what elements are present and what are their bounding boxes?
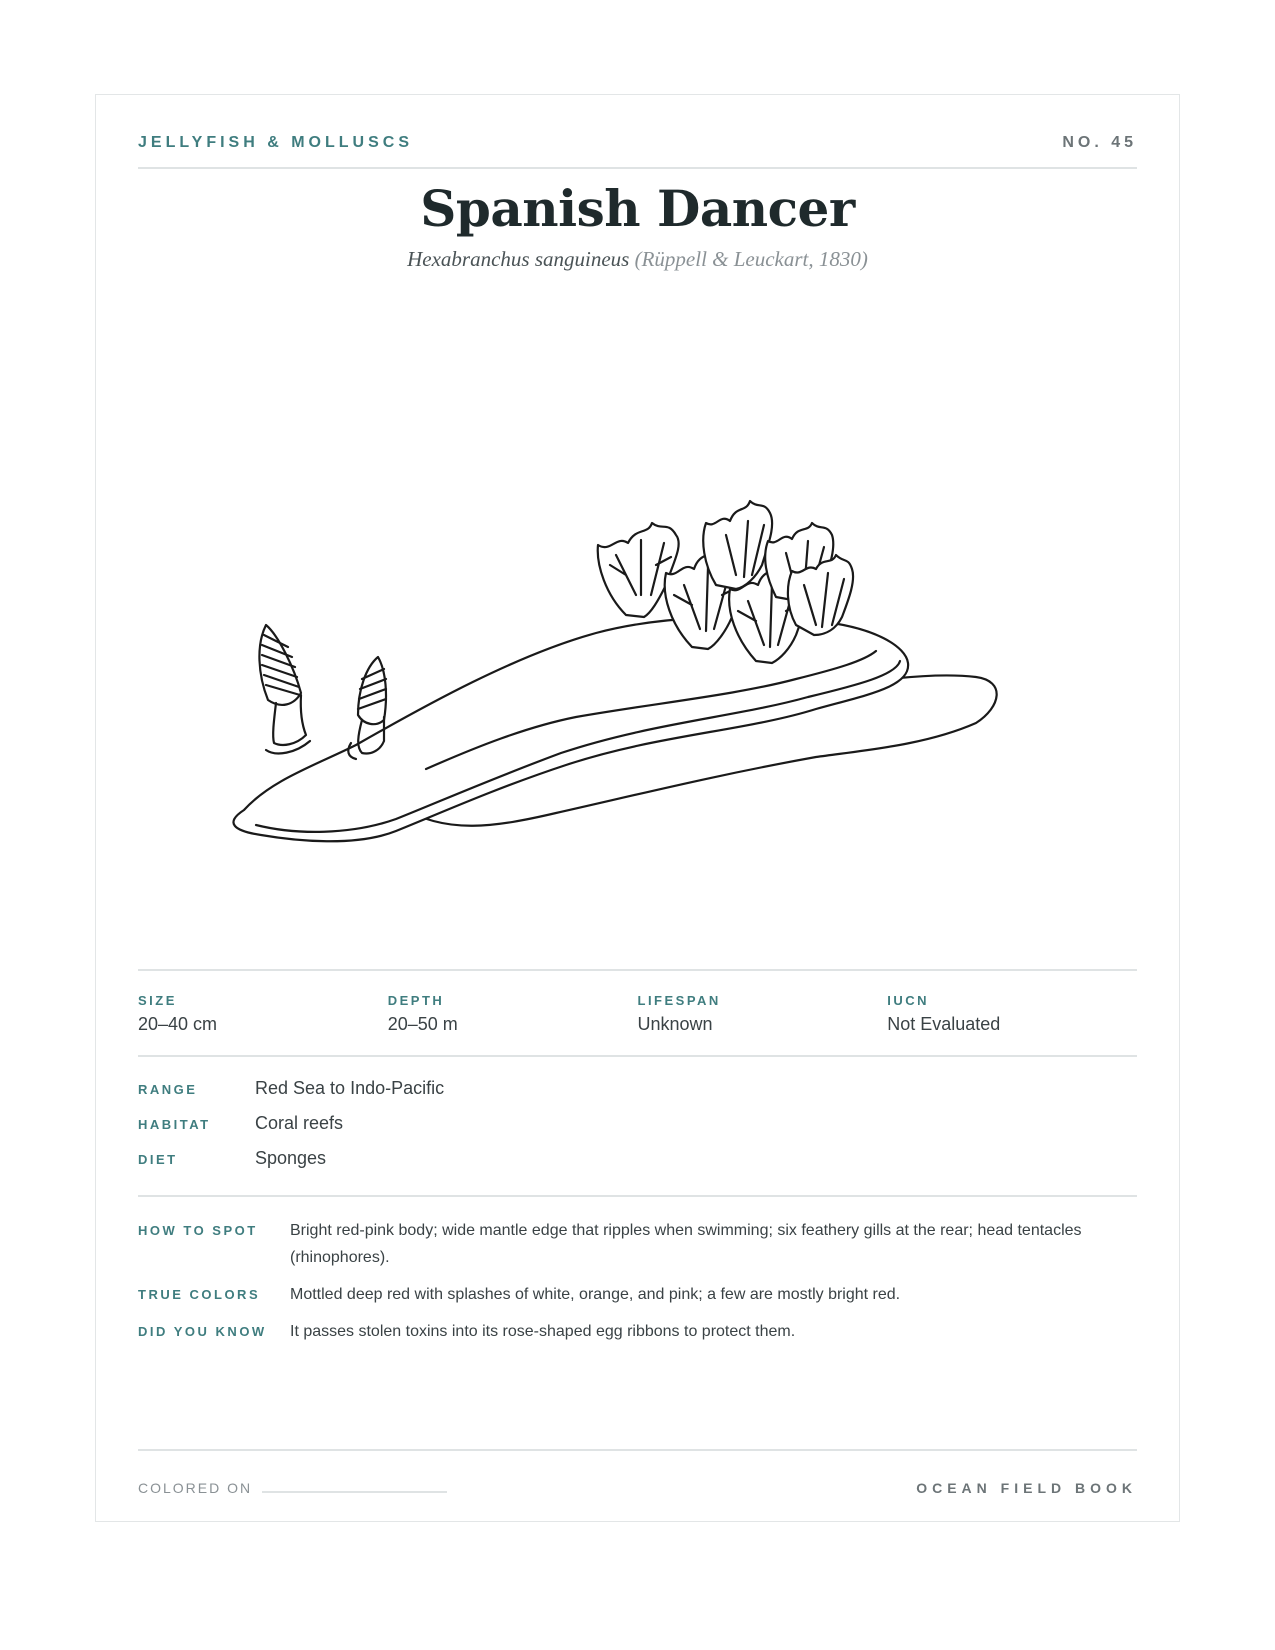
stat-size	[138, 993, 388, 1043]
fact-label: RANGE	[138, 1082, 198, 1097]
naming-authority: (Rüppell & Leuckart, 1830)	[634, 247, 868, 271]
stat-iucn	[887, 993, 1137, 1043]
note-did-you-know	[138, 1318, 1137, 1345]
colored-on-label: COLORED ON	[138, 1480, 253, 1496]
rhinophore-left	[259, 625, 310, 753]
note-true-colors	[138, 1281, 1137, 1308]
colored-on-field	[138, 1480, 447, 1496]
stats-row	[138, 993, 1137, 1043]
stat-label: DEPTH	[387, 993, 445, 1008]
fact-range	[138, 1078, 1137, 1113]
stat-label: SIZE	[138, 993, 177, 1008]
stat-label: IUCN	[887, 993, 930, 1008]
fact-label: HABITAT	[138, 1117, 211, 1132]
category-label: JELLYFISH & MOLLUSCS	[138, 134, 413, 151]
notes-list	[138, 1217, 1137, 1355]
facts-divider	[138, 1195, 1137, 1197]
stat-value: Not Evaluated	[887, 1014, 1001, 1034]
fact-habitat	[138, 1113, 1137, 1148]
fact-value: Red Sea to Indo-Pacific	[255, 1078, 445, 1098]
stat-value: Unknown	[637, 1014, 713, 1034]
stat-value: 20–50 m	[387, 1014, 458, 1034]
note-value: It passes stolen toxins into its rose-shaped egg ribbons to protect them.	[290, 1323, 796, 1340]
book-name: OCEAN FIELD BOOK	[916, 1480, 1137, 1496]
colored-on-line	[262, 1491, 447, 1493]
page-title: Spanish Dancer	[420, 179, 855, 238]
header-divider	[138, 167, 1137, 169]
note-value: Mottled deep red with splashes of white, orange, and pink; a few are mostly bright red.	[290, 1286, 901, 1303]
entry-number: NO. 45	[1062, 134, 1137, 151]
note-label: DID YOU KNOW	[138, 1324, 267, 1339]
card-footer	[138, 1475, 1137, 1501]
card-header	[138, 133, 1137, 153]
fact-label: DIET	[138, 1152, 178, 1167]
fact-diet	[138, 1148, 1137, 1183]
footer-divider	[138, 1449, 1137, 1451]
fact-value: Sponges	[255, 1148, 327, 1168]
fact-value: Coral reefs	[255, 1113, 344, 1133]
stat-depth	[388, 993, 638, 1043]
stat-label: LIFESPAN	[637, 993, 721, 1008]
stat-lifespan	[638, 993, 888, 1043]
facts-list	[138, 1078, 1137, 1183]
illustration-divider	[138, 969, 1137, 971]
note-how-to-spot	[138, 1217, 1137, 1271]
scientific-name-line	[96, 247, 1179, 272]
note-label: TRUE COLORS	[138, 1287, 261, 1302]
note-value: Bright red-pink body; wide mantle edge that ripples when swimming; six feathery gills at the rear; head tentacles (rhinophores).	[290, 1222, 1082, 1266]
stat-value: 20–40 cm	[138, 1014, 218, 1034]
field-card	[95, 94, 1180, 1522]
stats-divider	[138, 1055, 1137, 1057]
scientific-name: Hexabranchus sanguineus	[407, 247, 630, 271]
spanish-dancer-illustration	[96, 295, 1181, 1095]
note-label: HOW TO SPOT	[138, 1223, 258, 1238]
